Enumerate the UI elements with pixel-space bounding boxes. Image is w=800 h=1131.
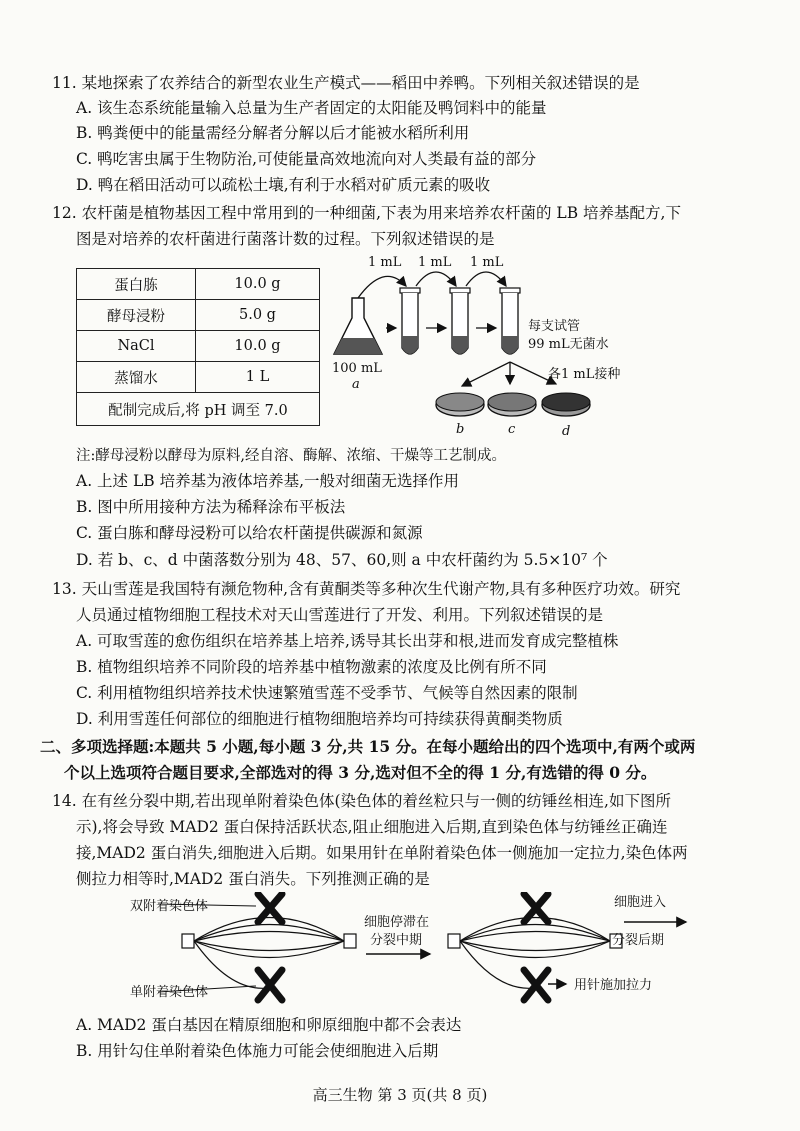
stage-label-line1: 细胞停滞在 [364,915,430,930]
transfer-label-3: 1 mL [470,255,504,270]
section2-line2: 个以上选项符合题目要求,全部选对的得 3 分,选对但不全的得 1 分,有选错的得 0 分。 [64,763,657,782]
table-row [77,300,320,331]
q12-stem-line1: 12. 农杆菌是植物基因工程中常用到的一种细菌,下表为用来培养农杆菌的 LB 培养基配方,下 [52,204,681,222]
q12-note: 注:酵母浸粉以酵母为原料,经自溶、酶解、浓缩、干燥等工艺制成。 [76,448,506,464]
q13-stem-line1: 13. 天山雪莲是我国特有濒危物种,含有黄酮类等多种次生代谢产物,具有多种医疗功效。研究 [52,580,681,598]
q14-stem-line3: 接,MAD2 蛋白消失,细胞进入后期。如果用针在单附着染色体一侧施加一定拉力,染色体两 [76,844,688,862]
amount-cell: 5.0 g [196,300,320,331]
lb-medium-table [76,268,320,426]
transfer-label-2: 1 mL [418,255,452,270]
q12-stem-line2: 图是对培养的农杆菌进行菌落计数的过程。下列叙述错误的是 [76,230,495,248]
q11-stem: 11. 某地探索了农养结合的新型农业生产模式——稻田中养鸭。下列相关叙述错误的是 [52,74,640,92]
page-footer: 高三生物 第 3 页(共 8 页) [312,1086,488,1104]
q11-option-a: A. 该生态系统能量输入总量为生产者固定的太阳能及鸭饲料中的能量 [76,99,547,117]
flask-label: a [352,377,360,392]
q14-stem-line2: 示),将会导致 MAD2 蛋白保持活跃状态,阻止细胞进入后期,直到染色体与纺锤丝正确连 [76,818,668,836]
transfer-arrow-1 [358,276,406,298]
q11-option-c: C. 鸭吃害虫属于生物防治,可使能量高效地流向对人类最有益的部分 [76,150,537,168]
q13-option-d: D. 利用雪莲任何部位的细胞进行植物细胞培养均可持续获得黄酮类物质 [76,710,563,728]
single-attached-label: 单附着染色体 [130,985,209,1000]
reagent-cell: NaCl [77,331,196,362]
q12-option-a: A. 上述 LB 培养基为液体培养基,一般对细菌无选择作用 [76,472,460,490]
q14-option-a: A. MAD2 蛋白基因在精原细胞和卵原细胞中都不会表达 [76,1016,462,1034]
section2-line1: 二、多项选择题:本题共 5 小题,每小题 3 分,共 15 分。在每小题给出的四个选项中,有两个或两 [40,737,696,756]
arrow-icon [462,362,510,386]
petri-dish-icon [436,393,484,416]
q13-option-a: A. 可取雪莲的愈伤组织在培养基上培养,诱导其长出芽和根,进而发育成完整植株 [76,632,619,650]
q14-stem-line1: 14. 在有丝分裂中期,若出现单附着染色体(染色体的着丝粒只与一侧的纺锤丝相连,如下图所 [52,792,671,810]
test-tube-icon [500,288,520,354]
double-attached-label: 双附着染色体 [130,899,209,914]
tube-note-line1: 每支试管 [528,319,581,334]
q13-stem-line2: 人员通过植物细胞工程技术对天山雪莲进行了开发、利用。下列叙述错误的是 [76,606,604,624]
table-row [77,331,320,362]
plate-note: 各1 mL接种 [548,367,621,382]
needle-label: 用针施加拉力 [574,978,653,993]
amount-cell: 10.0 g [196,269,320,300]
petri-dish-icon [488,393,536,416]
stage-label-line2: 分裂中期 [370,933,423,948]
petri-dish-icon [542,393,590,416]
q11-option-b: B. 鸭粪便中的能量需经分解者分解以后才能被水稻所利用 [76,124,470,142]
metaphase-cell-left [182,918,356,989]
reagent-cell: 蒸馏水 [77,362,196,393]
single-attached-chromosome-icon [258,970,282,1000]
single-attached-chromosome-icon [524,970,548,1000]
amount-cell: 1 L [196,362,320,393]
transfer-arrow-2 [416,272,456,286]
spindle-diagram [130,892,690,1012]
plate-label-c: c [508,422,516,437]
q14-option-b: B. 用针勾住单附着染色体施力可能会使细胞进入后期 [76,1042,439,1060]
test-tube-icon [450,288,470,354]
plate-label-d: d [562,424,571,439]
reagent-cell: 酵母浸粉 [77,300,196,331]
q11-option-d: D. 鸭在稻田活动可以疏松土壤,有利于水稻对矿质元素的吸收 [76,176,491,194]
table-footer: 配制完成后,将 pH 调至 7.0 [77,393,320,426]
amount-cell: 10.0 g [196,331,320,362]
dilution-diagram [330,250,660,440]
q13-option-b: B. 植物组织培养不同阶段的培养基中植物激素的浓度及比例有所不同 [76,658,547,676]
q12-option-b: B. 图中所用接种方法为稀释涂布平板法 [76,498,346,516]
test-tube-icon [400,288,420,354]
q12-option-c: C. 蛋白胨和酵母浸粉可以给农杆菌提供碳源和氮源 [76,524,423,542]
flask-volume: 100 mL [332,361,382,376]
transfer-arrow-3 [466,272,506,286]
plate-label-b: b [456,422,465,437]
table-row [77,362,320,393]
stage-label-line2: 分裂后期 [612,933,665,948]
reagent-cell: 蛋白胨 [77,269,196,300]
table-footer-row [77,393,320,426]
stage-label-line1: 细胞进入 [614,895,667,910]
transfer-label-1: 1 mL [368,255,402,270]
table-row [77,269,320,300]
q13-option-c: C. 利用植物组织培养技术快速繁殖雪莲不受季节、气候等自然因素的限制 [76,684,578,702]
q14-stem-line4: 侧拉力相等时,MAD2 蛋白消失。下列推测正确的是 [76,870,430,888]
q12-option-d: D. 若 b、c、d 中菌落数分别为 48、57、60,则 a 中农杆菌约为 5.5×10⁷ 个 [76,551,608,569]
flask-icon [334,298,382,354]
tube-note-line2: 99 mL无菌水 [528,337,609,352]
